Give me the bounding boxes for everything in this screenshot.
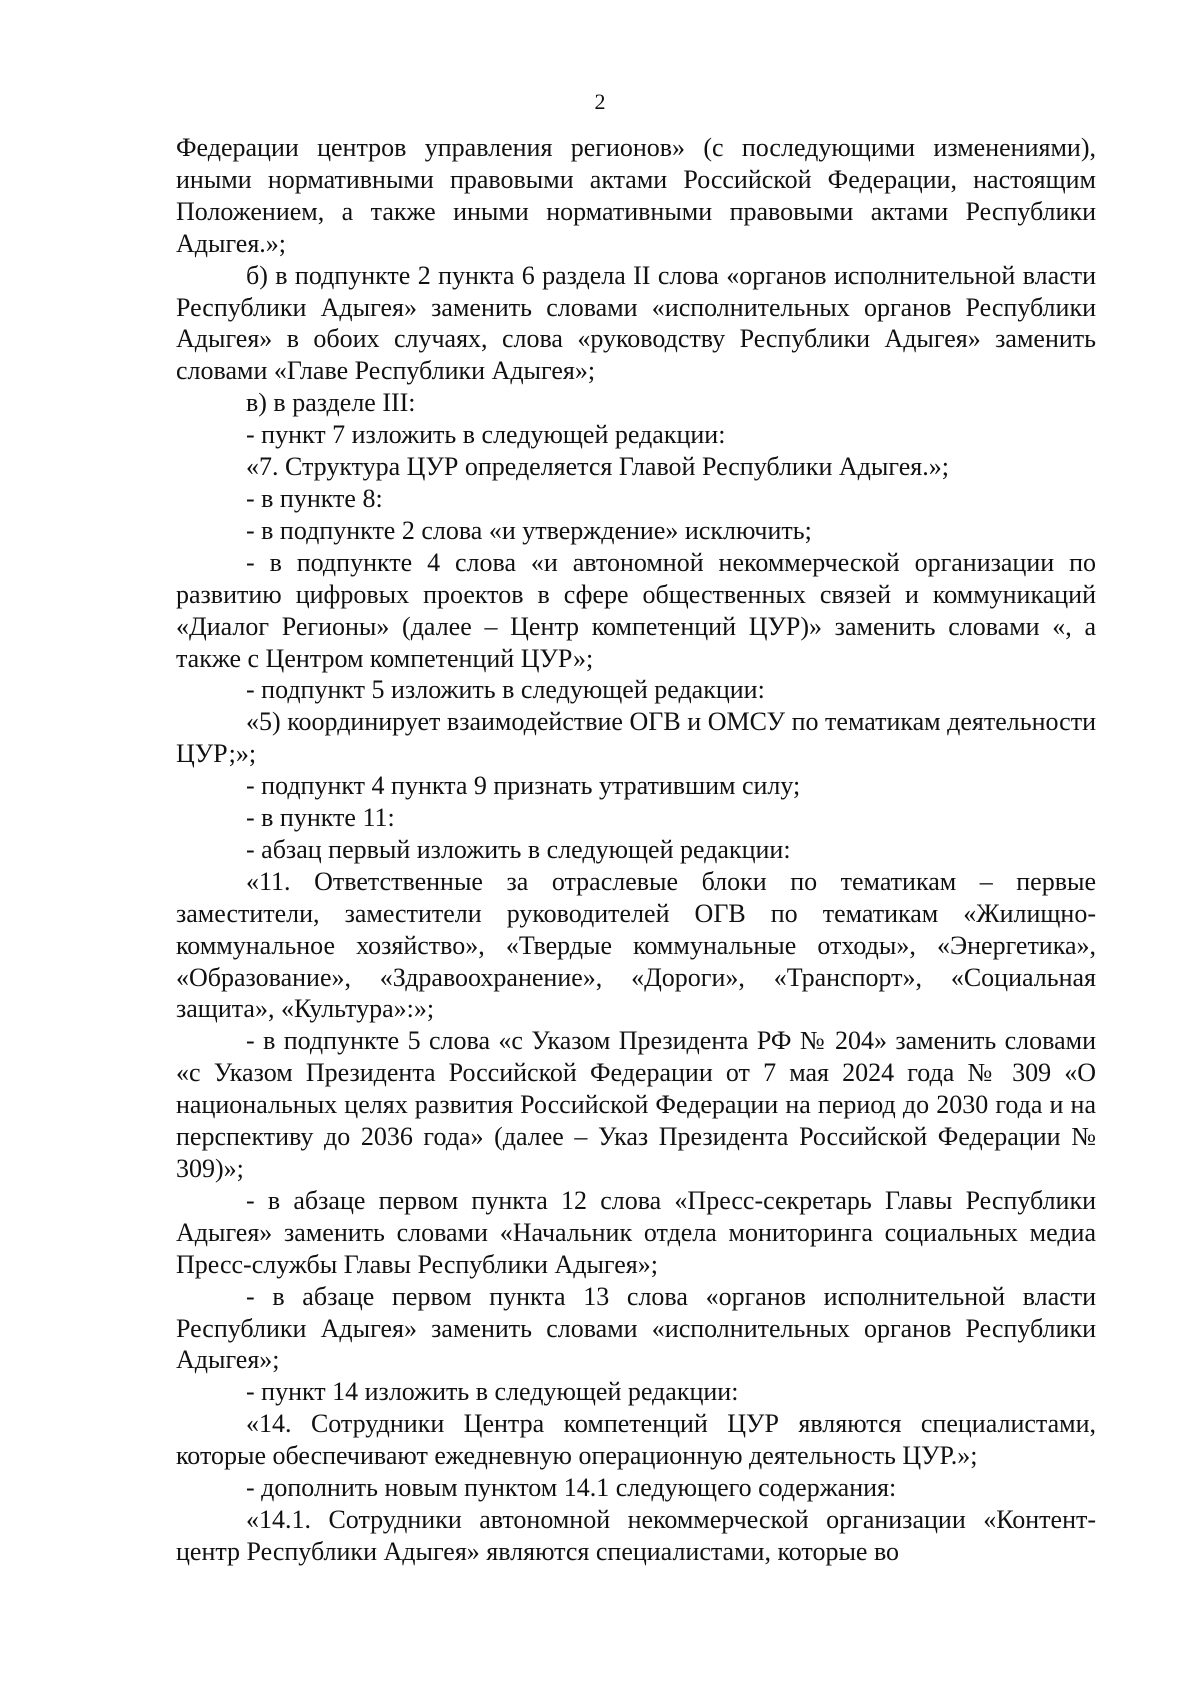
paragraph-point-11: - в пункте 11:: [246, 803, 395, 833]
paragraph-point-7-instruction: - пункт 7 изложить в следующей редакции:: [246, 420, 726, 450]
paragraph-point-11-instruction: - абзац первый изложить в следующей редакции:: [246, 834, 791, 864]
paragraph-point-13: - в абзаце первом пункта 13 слова «органов исполнительной власти Республики Адыгея» заменить словами «исполнительных органов Республики Адыгея»;: [176, 1281, 1096, 1375]
paragraph-point-11-subpoint-5: - в подпункте 5 слова «с Указом Президента РФ № 204» заменить словами «с Указом Президента Российской Федерации от 7 мая 2024 года № 309 «О национальных целях развития Российской Федерации на период до 2030 года и на перспективу до 2036 года» (далее – Указ Президента Российской Федерации № 309)»;: [176, 1026, 1096, 1183]
paragraph-point-14-text: «14. Сотрудники Центра компетенций ЦУР являются специалистами, которые обеспечивают ежедневную операционную деятельность ЦУР.»;: [176, 1409, 1096, 1471]
page-number: 2: [594, 89, 606, 114]
paragraph-point-9: - подпункт 4 пункта 9 признать утратившим силу;: [246, 771, 801, 801]
document-body: [176, 132, 1096, 1568]
paragraph-point-14-1-text: «14.1. Сотрудники автономной некоммерческой организации «Контент-центр Республики Адыгея» являются специалистами, которые во: [176, 1504, 1096, 1566]
paragraph-subpoint-5-instruction: - подпункт 5 изложить в следующей редакции:: [246, 675, 765, 705]
paragraph-item-v: в) в разделе III:: [246, 388, 416, 418]
paragraph-point-12: - в абзаце первом пункта 12 слова «Пресс-секретарь Главы Республики Адыгея» заменить словами «Начальник отдела мониторинга социальных медиа Пресс-службы Главы Республики Адыгея»;: [176, 1185, 1096, 1279]
paragraph-item-b: б) в подпункте 2 пункта 6 раздела II слова «органов исполнительной власти Республики Адыгея» заменить словами «исполнительных органов Республики Адыгея» в обоих случаях, слова «руководству Республики Адыгея» заменить словами «Главе Республики Адыгея»;: [176, 260, 1096, 386]
paragraph-subpoint-2: - в подпункте 2 слова «и утверждение» исключить;: [246, 515, 812, 545]
paragraph-point-14-1-instruction: - дополнить новым пунктом 14.1 следующего содержания:: [246, 1473, 897, 1503]
paragraph-subpoint-5-text: «5) координирует взаимодействие ОГВ и ОМСУ по тематикам деятельности ЦУР;»;: [176, 707, 1096, 769]
paragraph-point-14-instruction: - пункт 14 изложить в следующей редакции:: [246, 1377, 739, 1407]
paragraph-point-8: - в пункте 8:: [246, 483, 383, 513]
paragraph-continuation: Федерации центров управления регионов» (с последующими изменениями), иными нормативными правовыми актами Российской Федерации, настоящим Положением, а также иными нормативными правовыми актами Республики Адыгея.»;: [176, 133, 1096, 258]
paragraph-point-7-text: «7. Структура ЦУР определяется Главой Республики Адыгея.»;: [246, 452, 949, 482]
paragraph-subpoint-4: - в подпункте 4 слова «и автономной некоммерческой организации по развитию цифровых проектов в сфере общественных связей и коммуникаций «Диалог Регионы» (далее – Центр компетенций ЦУР)» заменить словами «, а также с Центром компетенций ЦУР»;: [176, 547, 1096, 673]
paragraph-point-11-text: «11. Ответственные за отраслевые блоки по тематикам – первые заместители, заместители руководителей ОГВ по тематикам «Жилищно-коммунальное хозяйство», «Твердые коммунальные отходы», «Энергетика», «Образование», «Здравоохранение», «Дороги», «Транспорт», «Социальная защита», «Культура»:»;: [176, 866, 1096, 1024]
